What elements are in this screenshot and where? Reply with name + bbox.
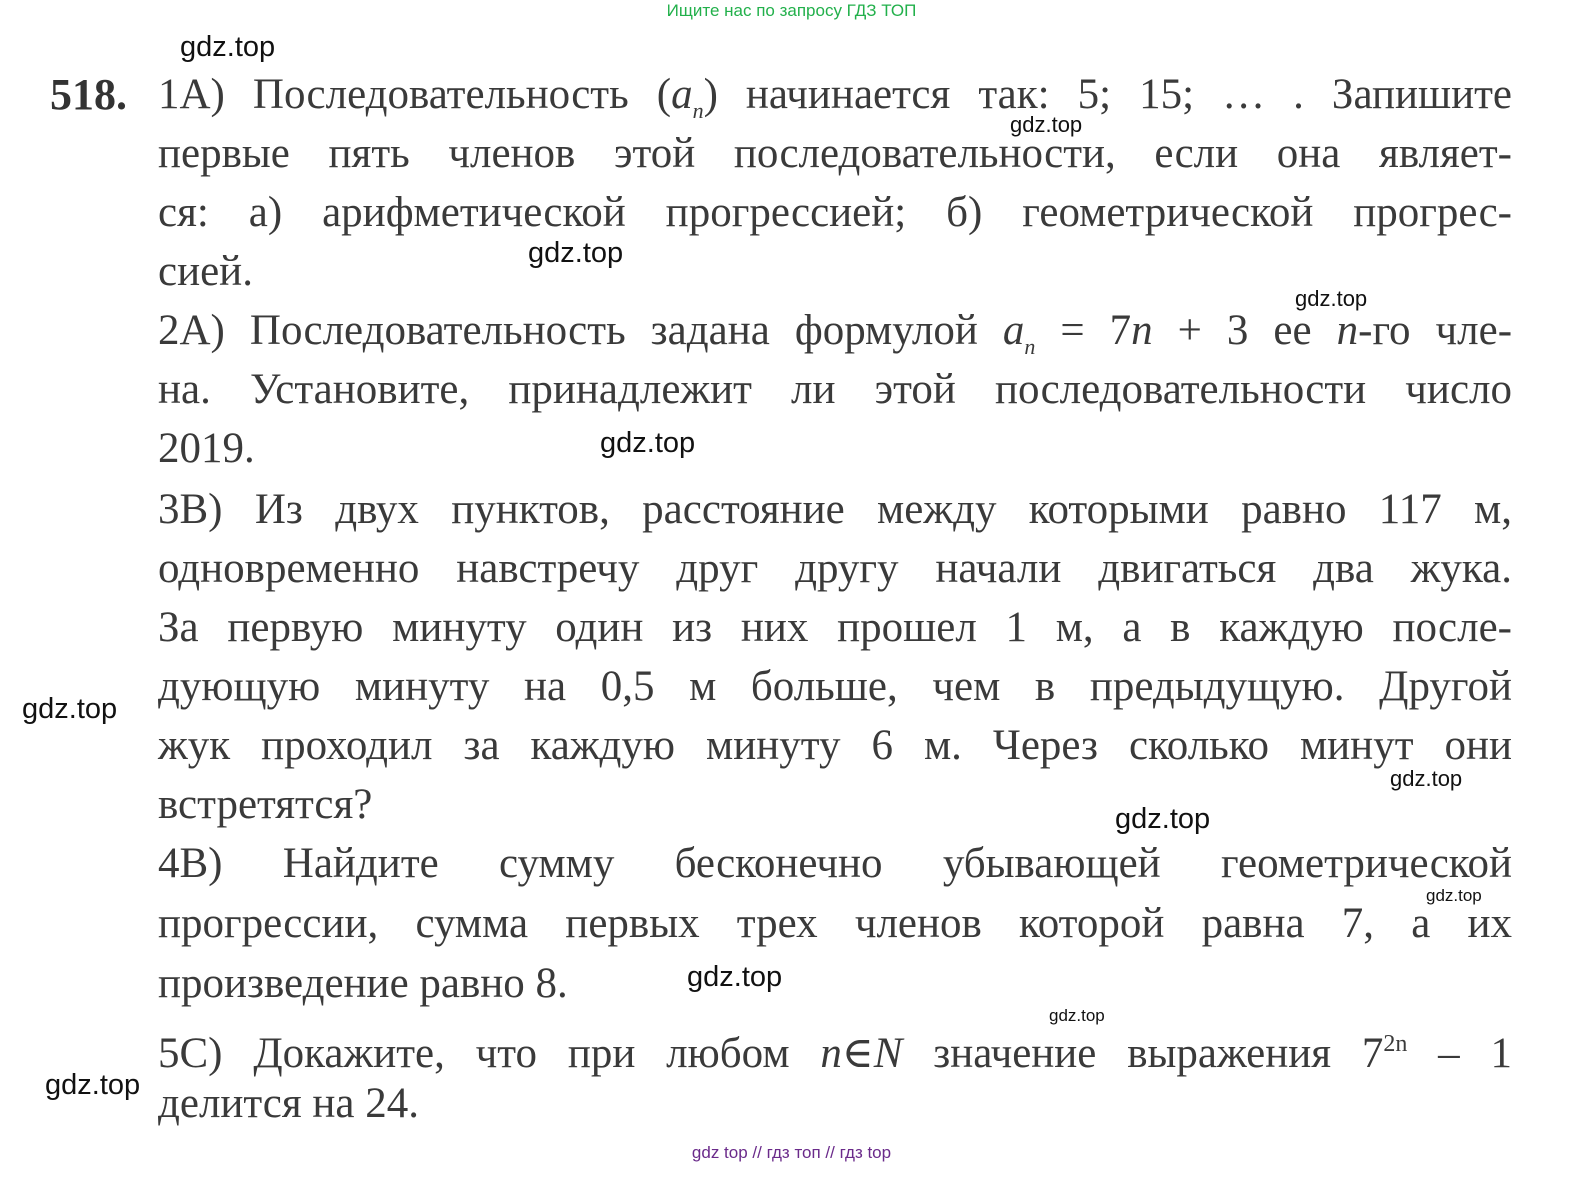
watermark: gdz.top — [1426, 886, 1482, 905]
watermark: gdz.top — [1295, 286, 1368, 311]
problem-line-15: прогрессии, сумма первых трех членов которой равна 7, а их — [158, 900, 1512, 947]
problem-line-4: сией. — [158, 248, 253, 295]
watermark: gdz.top — [22, 693, 118, 725]
problem-line-16: произведение равно 8. — [158, 960, 568, 1007]
watermark: gdz.top — [45, 1069, 141, 1101]
problem-line-1: 1A) Последовательность $(a_n)$ начинается так: 5; 15; … . Запишите — [158, 71, 1512, 123]
problem-line-11: дующую минуту на 0,5 м больше, чем в предыдущую. Другой — [158, 663, 1512, 710]
top-banner: Ищите нас по запросу ГДЗ ТОП — [666, 1, 917, 20]
problem-line-13: встретятся? — [158, 781, 373, 828]
problem-line-12: жук проходил за каждую минуту 6 м. Через сколько минут они — [158, 722, 1512, 769]
problem-line-9: одновременно навстречу друг другу начали двигаться два жука. — [158, 545, 1512, 592]
watermark: gdz.top — [1010, 112, 1083, 137]
problem-line-10: За первую минуту один из них прошел 1 м, а в каждую после- — [158, 604, 1512, 651]
watermark: gdz.top — [1115, 803, 1211, 835]
problem-line-5: 2A) Последовательность задана формулой $a_n = 7n + 3$ ее n-го чле- — [158, 307, 1513, 359]
footer-links: gdz top // гдз топ // гдз top — [691, 1143, 892, 1162]
watermark: gdz.top — [1390, 766, 1463, 791]
watermark: gdz.top — [528, 237, 624, 269]
problem-line-14: 4B) Найдите сумму бесконечно убывающей геометрической — [158, 840, 1512, 887]
watermark: gdz.top — [687, 961, 783, 993]
problem-line-18: делится на 24. — [158, 1080, 419, 1127]
watermark: gdz.top — [180, 31, 276, 63]
watermark: gdz.top — [1049, 1006, 1105, 1025]
problem-line-2: первые пять членов этой последовательности, если она являет- — [158, 130, 1512, 177]
problem-line-3: ся: а) арифметической прогрессией; б) геометрической прогрес- — [158, 189, 1512, 236]
problem-line-6: на. Установите, принадлежит ли этой последовательности число — [158, 366, 1512, 413]
problem-line-7: 2019. — [158, 425, 255, 472]
watermark: gdz.top — [600, 427, 696, 459]
problem-line-8: 3B) Из двух пунктов, расстояние между которыми равно 117 м, — [158, 486, 1512, 533]
problem-line-17: 5C) Докажите, что при любом n∈N значение выражения $7^{2n} - 1$ — [158, 1030, 1513, 1077]
problem-number: 518. — [50, 70, 127, 119]
